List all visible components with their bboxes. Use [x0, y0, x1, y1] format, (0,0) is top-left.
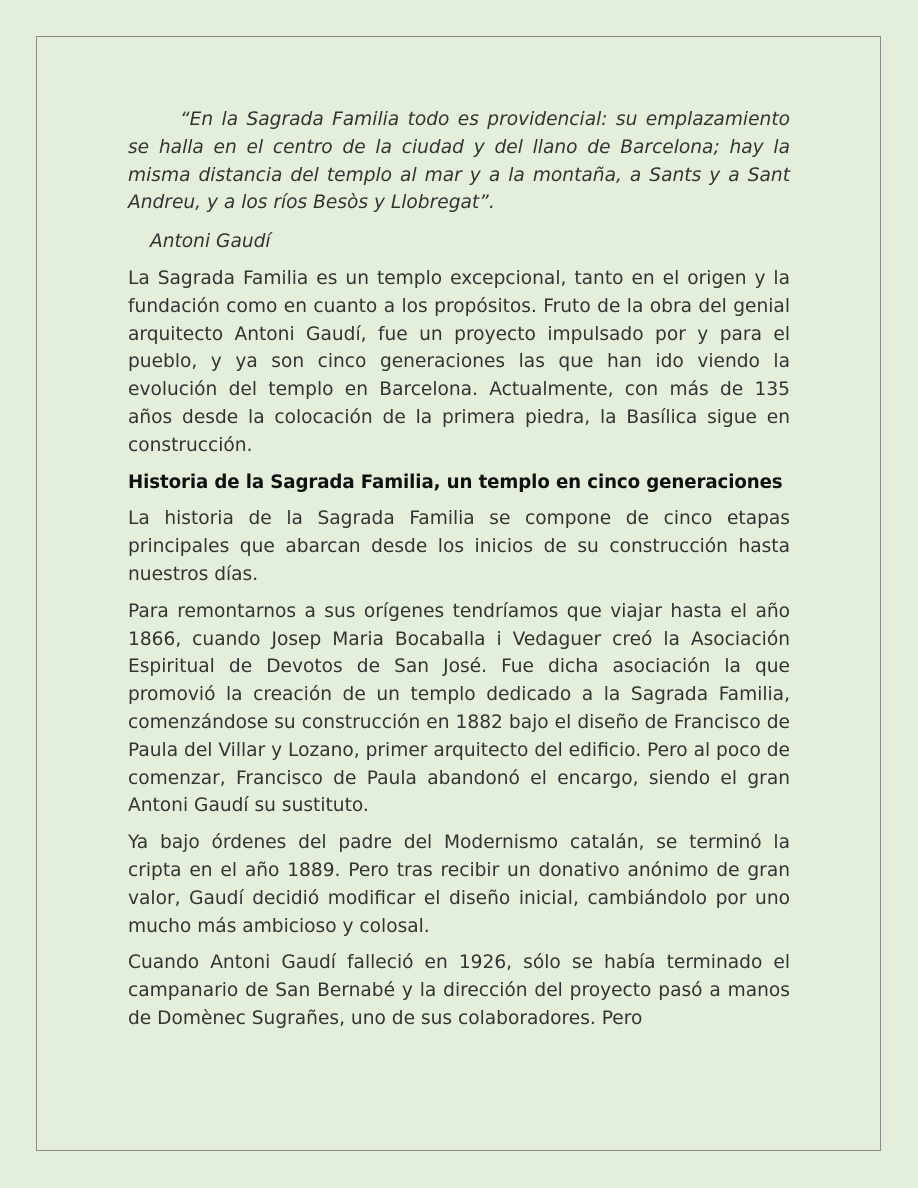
paragraph: La historia de la Sagrada Familia se compone de cinco etapas principales que abarcan desde los inicios de su construcción hasta nuestros días. [128, 508, 790, 585]
paragraph: Cuando Antoni Gaudí falleció en 1926, sólo se había terminado el campanario de San Bernabé y la dirección del proyecto pasó a manos de Domènec Sugrañes, uno de sus colaboradores. Pero [128, 952, 790, 1029]
paragraph: Ya bajo órdenes del padre del Modernismo catalán, se terminó la cripta en el año 1889. Pero tras recibir un donativo anónimo de gran valor, Gaudí decidió modificar el diseño inicial, cambiándolo por uno mucho más ambicioso y colosal. [128, 832, 790, 937]
paragraph: Para remontarnos a sus orígenes tendríamos que viajar hasta el año 1866, cuando Josep Maria Bocaballa i Vedaguer creó la Asociación Espiritual de Devotos de San José. Fue dicha asociación la que promovió la creación de un templo dedicado a la Sagrada Familia, comenzándose su construcción en 1882 bajo el diseño de Francisco de Paula del Villar y Lozano, primer arquitecto del edificio. Pero al poco de comenzar, Francisco de Paula abandonó el encargo, siendo el gran Antoni Gaudí su sustituto. [128, 600, 790, 817]
gaudi-quote: “En la Sagrada Familia todo es providencial: su emplazamiento se halla en el centro de la ciudad y del llano de Barcelona; hay la misma distancia del templo al mar y a la montaña, a Sants y a Sant Andreu, y a los ríos Besòs y Llobregat”. [128, 109, 790, 214]
intro-paragraph: La Sagrada Familia es un templo excepcional, tanto en el origen y la fundación como en cuanto a los propósitos. Fruto de la obra del genial arquitecto Antoni Gaudí, fue un proyecto impulsado por y para el pueblo, y ya son cinco generaciones las que han ido viendo la evolución del templo en Barcelona. Actualmente, con más de 135 años desde la colocación de la primera piedra, la Basílica sigue en construcción. [128, 267, 790, 456]
quote-author: Antoni Gaudí [150, 231, 271, 253]
section-heading: Historia de la Sagrada Familia, un templo en cinco generaciones [128, 471, 783, 493]
document-body [128, 106, 790, 1033]
